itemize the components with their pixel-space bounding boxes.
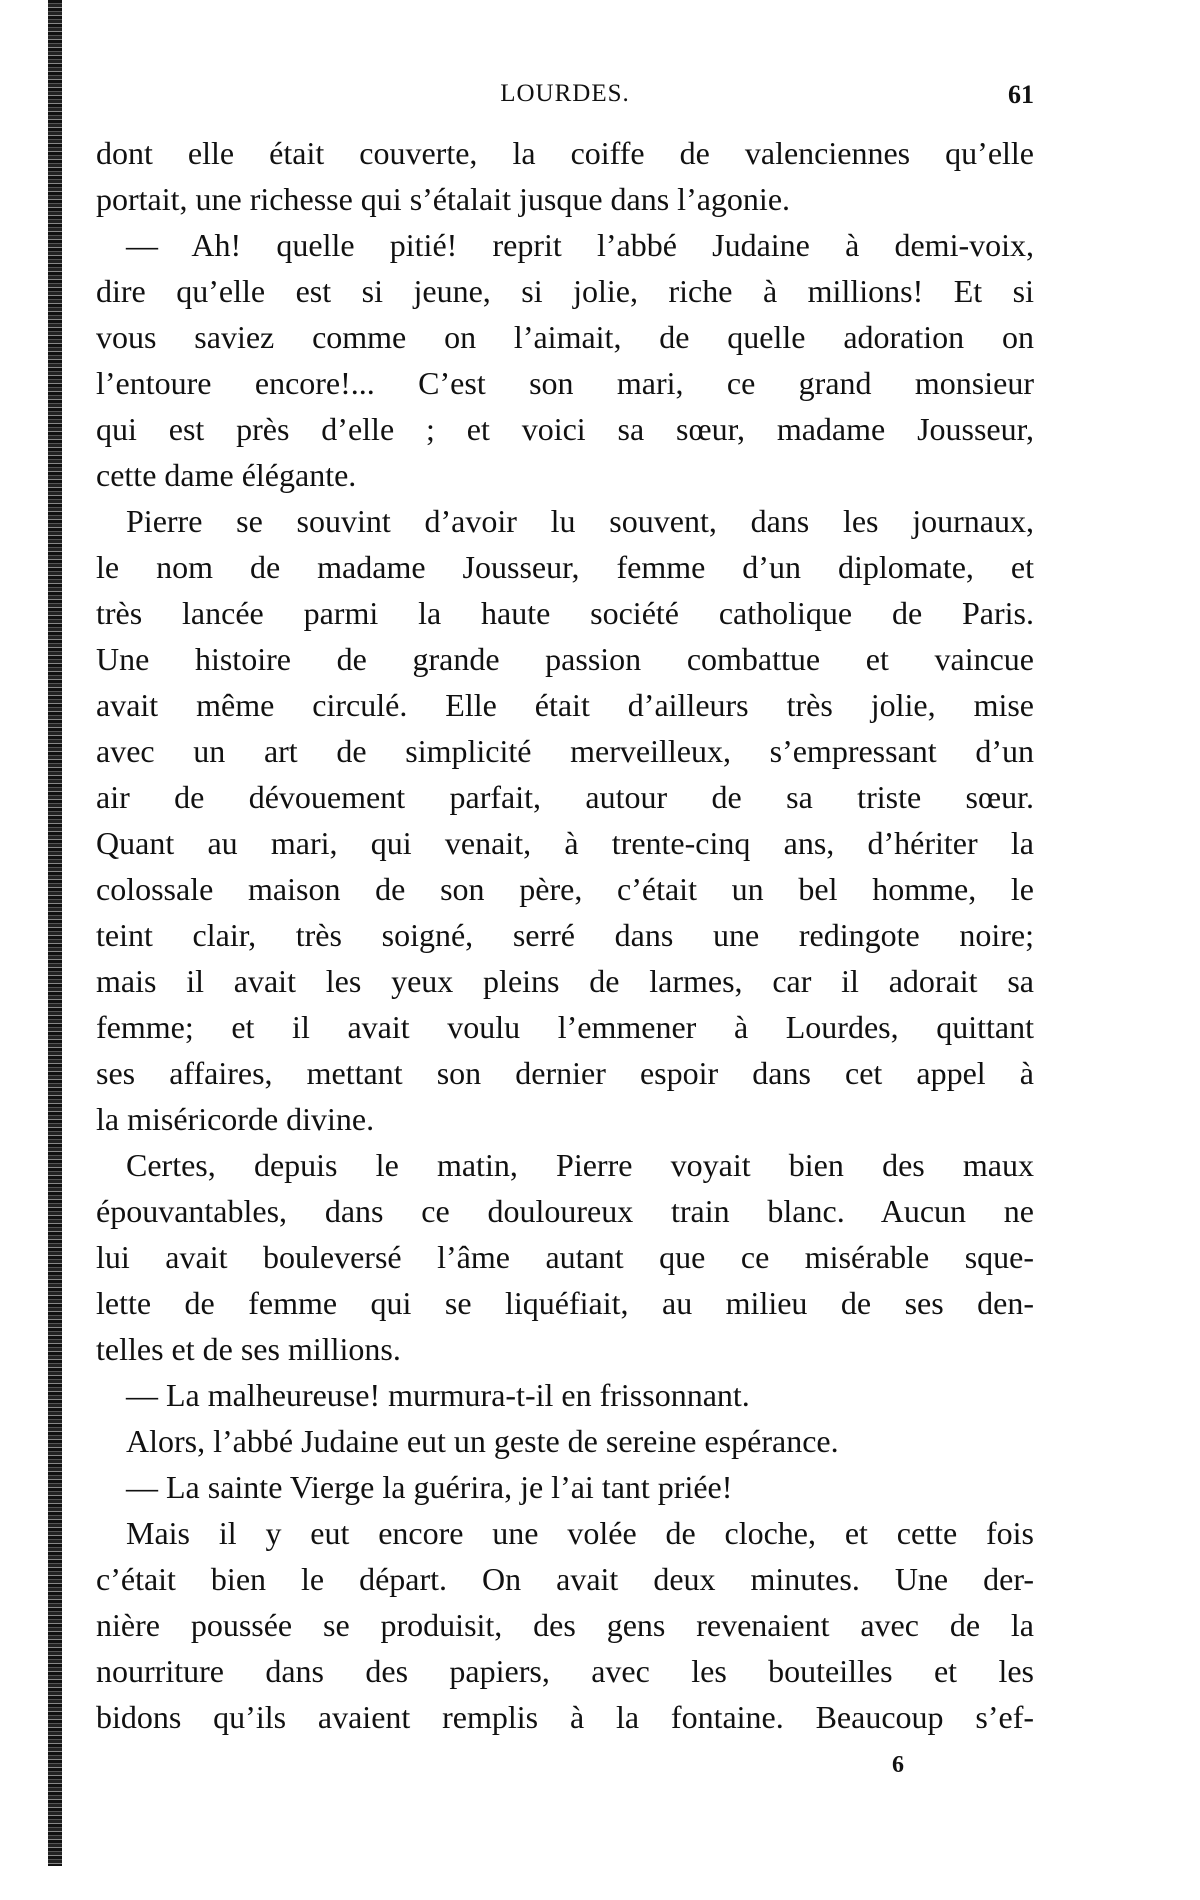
text-line: cette dame élégante. (96, 457, 357, 493)
text-line: lette de femme qui se liquéfiait, au milieu de ses den- (96, 1285, 1034, 1321)
text-line: épouvantables, dans ce douloureux train blanc. Aucun ne (96, 1193, 1034, 1229)
text-line: qui est près d’elle ; et voici sa sœur, madame Jousseur, (96, 411, 1034, 447)
text-line: vous saviez comme on l’aimait, de quelle adoration on (96, 319, 1034, 355)
text-line: air de dévouement parfait, autour de sa triste sœur. (96, 779, 1034, 815)
text-line: Certes, depuis le matin, Pierre voyait bien des maux (126, 1147, 1034, 1183)
text-line: Une histoire de grande passion combattue et vaincue (96, 641, 1034, 677)
text-line: Quant au mari, qui venait, à trente-cinq ans, d’hériter la (96, 825, 1034, 861)
text-line: teint clair, très soigné, serré dans une redingote noire; (96, 917, 1034, 953)
text-line: nourriture dans des papiers, avec les bouteilles et les (96, 1653, 1034, 1689)
text-line: avait même circulé. Elle était d’ailleurs très jolie, mise (96, 687, 1034, 723)
text-line: ses affaires, mettant son dernier espoir dans cet appel à (96, 1055, 1034, 1091)
text-line: — La sainte Vierge la guérira, je l’ai tant priée! (126, 1469, 733, 1505)
paragraph (96, 130, 1034, 222)
text-line: colossale maison de son père, c’était un bel homme, le (96, 871, 1034, 907)
body-text (96, 130, 1034, 1740)
text-line: Alors, l’abbé Judaine eut un geste de sereine espérance. (126, 1423, 839, 1459)
text-line: c’était bien le départ. On avait deux minutes. Une der- (96, 1561, 1034, 1597)
signature-mark: 6 (892, 1752, 904, 1778)
text-line: la miséricorde divine. (96, 1101, 375, 1137)
text-line: très lancée parmi la haute société catholique de Paris. (96, 595, 1034, 631)
paragraph (96, 1510, 1034, 1740)
text-line: — Ah! quelle pitié! reprit l’abbé Judaine à demi-voix, (126, 227, 1034, 263)
running-head-title: LOURDES. (500, 80, 630, 107)
text-line: dont elle était couverte, la coiffe de valenciennes qu’elle (96, 135, 1034, 171)
paragraph (96, 1142, 1034, 1372)
book-binding-edge (48, 0, 62, 1866)
text-line: nière poussée se produisit, des gens revenaient avec de la (96, 1607, 1034, 1643)
text-line: mais il avait les yeux pleins de larmes, car il adorait sa (96, 963, 1034, 999)
text-line: femme; et il avait voulu l’emmener à Lourdes, quittant (96, 1009, 1034, 1045)
text-line: portait, une richesse qui s’étalait jusque dans l’agonie. (96, 181, 791, 217)
text-line: lui avait bouleversé l’âme autant que ce misérable sque- (96, 1239, 1034, 1275)
paragraph (96, 1418, 1034, 1464)
text-line: avec un art de simplicité merveilleux, s’empressant d’un (96, 733, 1034, 769)
text-line: Pierre se souvint d’avoir lu souvent, dans les journaux, (126, 503, 1034, 539)
paragraph (96, 222, 1034, 498)
running-head (96, 80, 1034, 120)
paragraph (96, 1372, 1034, 1418)
text-line: telles et de ses millions. (96, 1331, 401, 1367)
text-line: dire qu’elle est si jeune, si jolie, riche à millions! Et si (96, 273, 1034, 309)
text-line: l’entoure encore!... C’est son mari, ce grand monsieur (96, 365, 1034, 401)
paragraph (96, 498, 1034, 1142)
text-line: Mais il y eut encore une volée de cloche, et cette fois (126, 1515, 1034, 1551)
paragraph (96, 1464, 1034, 1510)
page-number: 61 (1008, 80, 1034, 109)
text-line: — La malheureuse! murmura-t-il en frissonnant. (126, 1377, 750, 1413)
text-line: le nom de madame Jousseur, femme d’un diplomate, et (96, 549, 1034, 585)
text-line: bidons qu’ils avaient remplis à la fontaine. Beaucoup s’ef- (96, 1699, 1034, 1735)
